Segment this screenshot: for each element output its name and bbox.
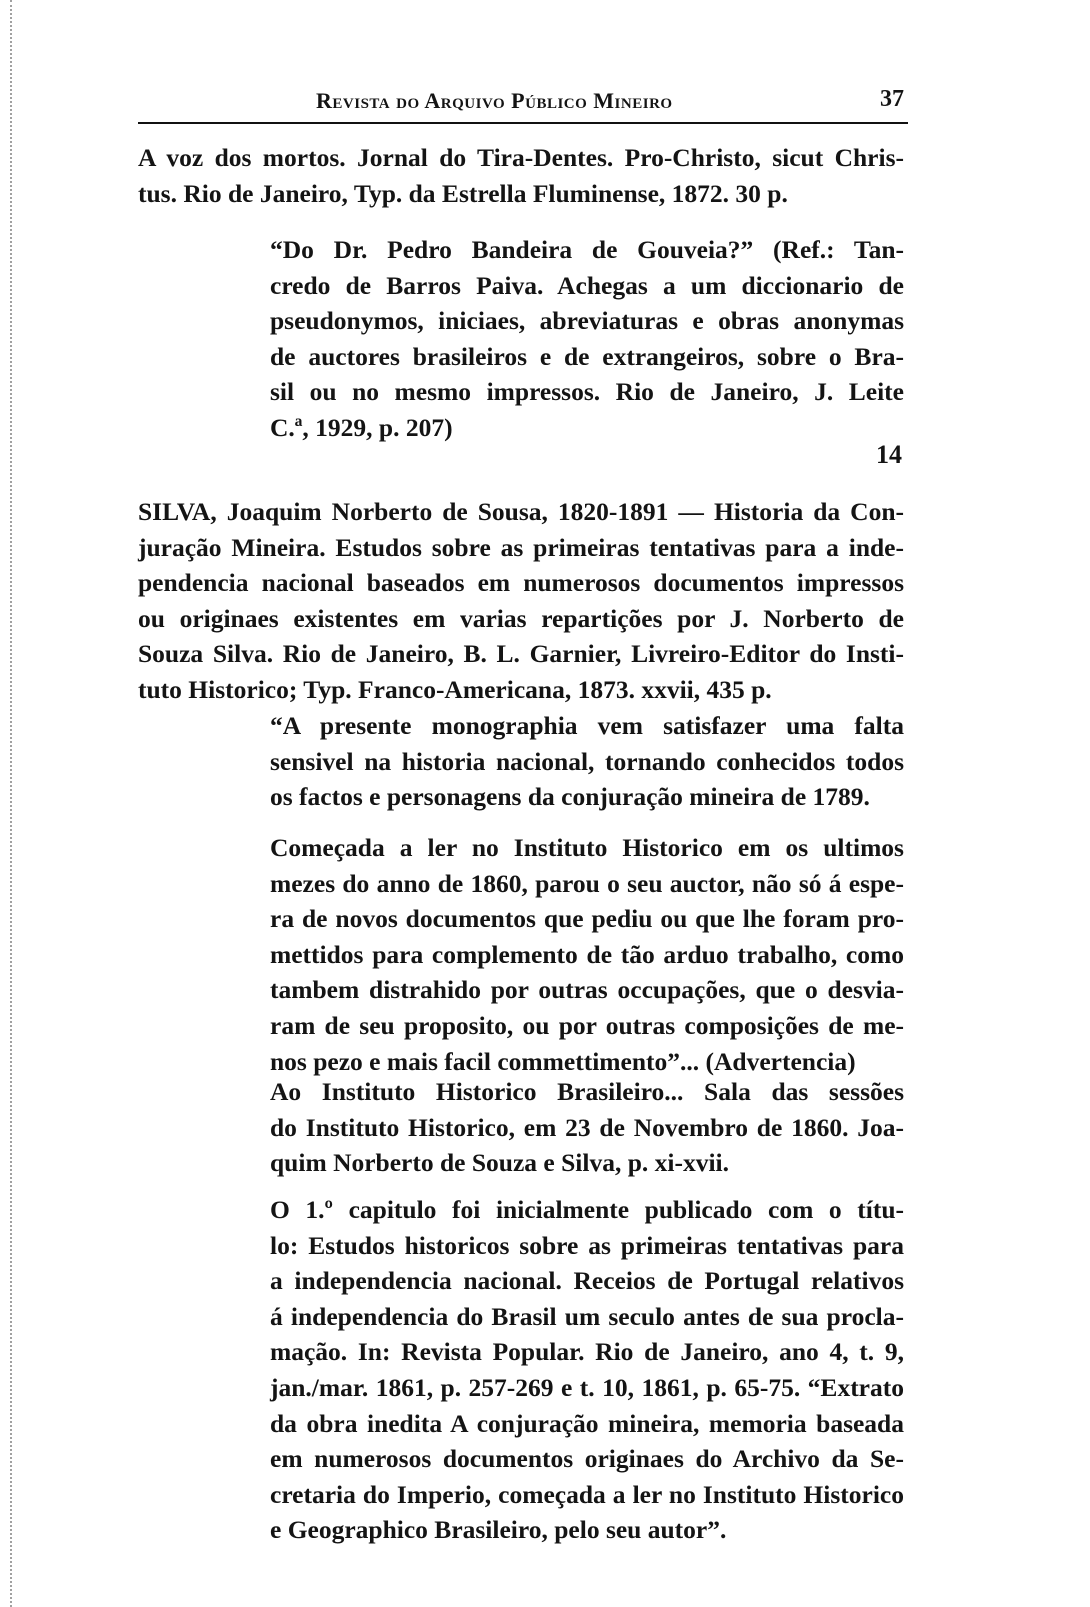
- text-line: mação. In: Revista Popular. Rio de Janeiro, ano 4, t. 9,: [270, 1337, 904, 1367]
- text-line: quim Norberto de Souza e Silva, p. xi-xvii.: [270, 1148, 730, 1178]
- text-line: da obra inedita A conjuração mineira, memoria baseada: [270, 1408, 904, 1438]
- page-number: 37: [880, 86, 904, 112]
- text-line: credo de Barros Paiva. Achegas a um diccionario de: [270, 270, 904, 300]
- text-line: tambem distrahido por outras occupações, que o desvia-: [270, 975, 904, 1005]
- text-line: em numerosos documentos originaes do Archivo da Se-: [270, 1444, 904, 1474]
- text-line: C.ª, 1929, p. 207): [270, 412, 453, 442]
- text-line: Souza Silva. Rio de Janeiro, B. L. Garnier, Livreiro-Editor do Insti-: [138, 639, 904, 669]
- entry-14-citation: [138, 494, 904, 708]
- text-line: ra de novos documentos que pediu ou que lhe foram pro-: [270, 904, 904, 934]
- text-line: de auctores brasileiros e de extrangeiros, sobre o Bra-: [270, 341, 904, 371]
- text-line: pendencia nacional baseados em numerosos documentos impressos: [138, 568, 904, 598]
- text-line: tuto Historico; Typ. Franco-Americana, 1873. xxvii, 435 p.: [138, 674, 772, 704]
- text-line: mezes do anno de 1860, parou o seu auctor, não só á espe-: [270, 868, 904, 898]
- text-line: “Do Dr. Pedro Bandeira de Gouveia?” (Ref.: Tan-: [270, 235, 904, 264]
- entry-14-paragraph-3: [270, 1074, 904, 1181]
- text-line: sensivel na historia nacional, tornando conhecidos todos: [270, 746, 904, 776]
- text-line: ou originaes existentes em varias repartições por J. Norberto de: [138, 603, 904, 633]
- journal-title: Revista do Arquivo Público Mineiro: [316, 88, 673, 113]
- entry-number: 14: [876, 440, 902, 469]
- text-line: sil ou no mesmo impressos. Rio de Janeiro, J. Leite: [270, 377, 904, 407]
- text-line: A voz dos mortos. Jornal do Tira-Dentes. Pro-Christo, sicut Chris-: [138, 143, 904, 172]
- text-line: e Geographico Brasileiro, pelo seu autor”.: [270, 1515, 727, 1545]
- text-line: O 1.º capitulo foi inicialmente publicado com o títu-: [270, 1195, 904, 1224]
- text-line: lo: Estudos historicos sobre as primeiras tentativas para: [270, 1230, 904, 1260]
- text-line: do Instituto Historico, em 23 de Novembro de 1860. Joa-: [270, 1112, 904, 1142]
- text-line: juração Mineira. Estudos sobre as primeiras tentativas para a inde-: [138, 532, 904, 562]
- entry-13-note: [270, 232, 904, 446]
- text-line: nos pezo e mais facil commettimento”... (Advertencia): [270, 1046, 856, 1076]
- text-line: tus. Rio de Janeiro, Typ. da Estrella Fluminense, 1872. 30 p.: [138, 178, 788, 208]
- text-line: SILVA, Joaquim Norberto de Sousa, 1820-1891 — Historia da Con-: [138, 497, 904, 526]
- text-line: Começada a ler no Instituto Historico em os ultimos: [270, 833, 904, 862]
- text-line: á independencia do Brasil um seculo antes de sua procla-: [270, 1301, 904, 1331]
- entry-14-quote-2: [270, 830, 904, 1079]
- text-line: Ao Instituto Historico Brasileiro... Sala das sessões: [270, 1077, 904, 1106]
- text-line: mettidos para complemento de tão arduo trabalho, como: [270, 939, 904, 969]
- running-header: [138, 82, 908, 124]
- text-line: os factos e personagens da conjuração mineira de 1789.: [270, 782, 870, 812]
- entry-14-quote-1: [270, 708, 904, 815]
- text-line: a independencia nacional. Receios de Portugal relativos: [270, 1266, 904, 1296]
- text-line: cretaria do Imperio, começada a ler no Instituto Historico: [270, 1479, 904, 1509]
- text-line: “A presente monographia vem satisfazer uma falta: [270, 711, 904, 740]
- page-edge-scan-artifact: [0, 0, 12, 1607]
- entry-13-citation: [138, 140, 904, 211]
- entry-14-paragraph-4: [270, 1192, 904, 1548]
- text-line: ram de seu proposito, ou por outras composições de me-: [270, 1010, 904, 1040]
- text-line: jan./mar. 1861, p. 257-269 e t. 10, 1861, p. 65-75. “Extrato: [270, 1372, 904, 1402]
- text-line: pseudonymos, iniciaes, abreviaturas e obras anonymas: [270, 306, 904, 336]
